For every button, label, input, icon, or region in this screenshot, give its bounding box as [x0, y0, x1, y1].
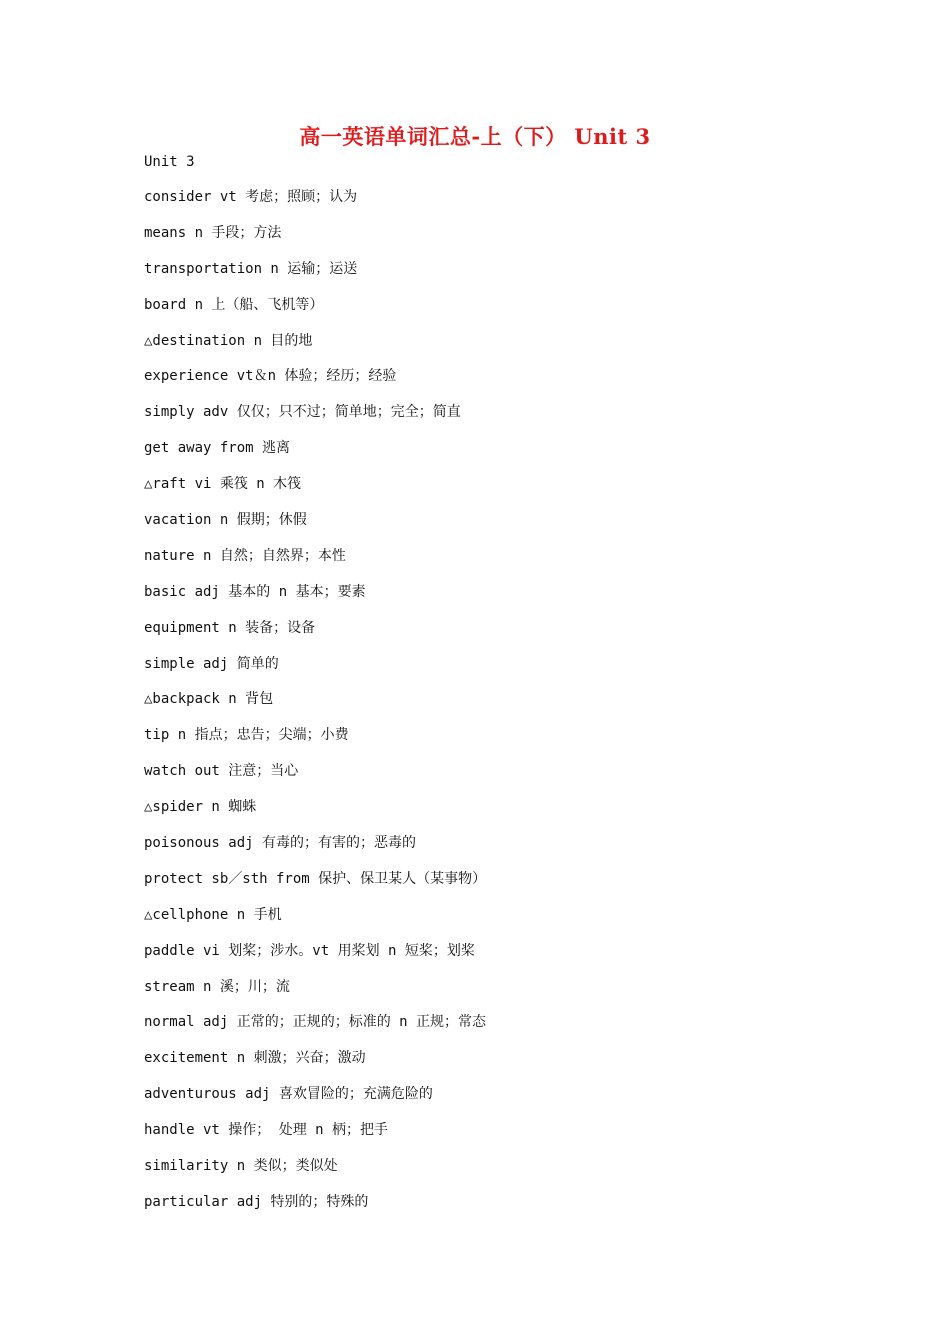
vocabulary-entry: basic adj 基本的 n 基本；要素: [144, 583, 366, 600]
vocabulary-entry: watch out 注意；当心: [144, 763, 299, 780]
vocabulary-entry: normal adj 正常的；正规的；标准的 n 正规；常态: [144, 1014, 487, 1031]
vocabulary-entry: tip n 指点；忠告；尖端；小费: [144, 727, 349, 744]
vocabulary-entry: poisonous adj 有毒的；有害的；恶毒的: [144, 835, 417, 852]
vocabulary-entry: transportation n 运输；运送: [144, 260, 358, 277]
vocabulary-entry: △destination n 目的地: [144, 332, 313, 349]
vocabulary-entry: equipment n 装备；设备: [144, 619, 316, 636]
vocabulary-entry: experience vt＆n 体验；经历；经验: [144, 368, 397, 385]
vocabulary-entry: similarity n 类似；类似处: [144, 1158, 338, 1175]
vocabulary-entry: △cellphone n 手机: [144, 906, 282, 923]
vocabulary-entry: △backpack n 背包: [144, 691, 274, 708]
vocabulary-entry: paddle vi 划桨；涉水。vt 用桨划 n 短桨；划桨: [144, 942, 475, 959]
vocabulary-entry: simple adj 简单的: [144, 655, 279, 672]
document-title: 高一英语单词汇总-上（下） Unit 3: [299, 124, 651, 149]
vocabulary-entry: vacation n 假期；休假: [144, 512, 307, 529]
vocabulary-entry: protect sb／sth from 保护、保卫某人（某事物）: [144, 870, 487, 887]
vocabulary-entry: △spider n 蜘蛛: [144, 799, 257, 816]
vocabulary-entry: means n 手段；方法: [144, 224, 282, 241]
vocabulary-entry: handle vt 操作； 处理 n 柄；把手: [144, 1122, 389, 1139]
vocabulary-entry: board n 上（船、飞机等）: [144, 296, 324, 313]
vocabulary-entry: stream n 溪；川；流: [144, 978, 290, 995]
vocabulary-entry: △raft vi 乘筏 n 木筏: [144, 476, 302, 493]
unit-label: Unit 3: [144, 154, 195, 170]
vocabulary-entry: get away from 逃离: [144, 440, 291, 457]
vocabulary-list: [144, 186, 486, 1227]
vocabulary-entry: adventurous adj 喜欢冒险的；充满危险的: [144, 1086, 433, 1103]
vocabulary-entry: excitement n 刺激；兴奋；激动: [144, 1050, 366, 1067]
vocabulary-entry: simply adv 仅仅；只不过；简单地；完全；简直: [144, 404, 461, 421]
vocabulary-entry: nature n 自然；自然界；本性: [144, 547, 346, 564]
vocabulary-entry: consider vt 考虑；照顾；认为: [144, 189, 358, 205]
vocabulary-entry: particular adj 特别的；特殊的: [144, 1193, 369, 1210]
